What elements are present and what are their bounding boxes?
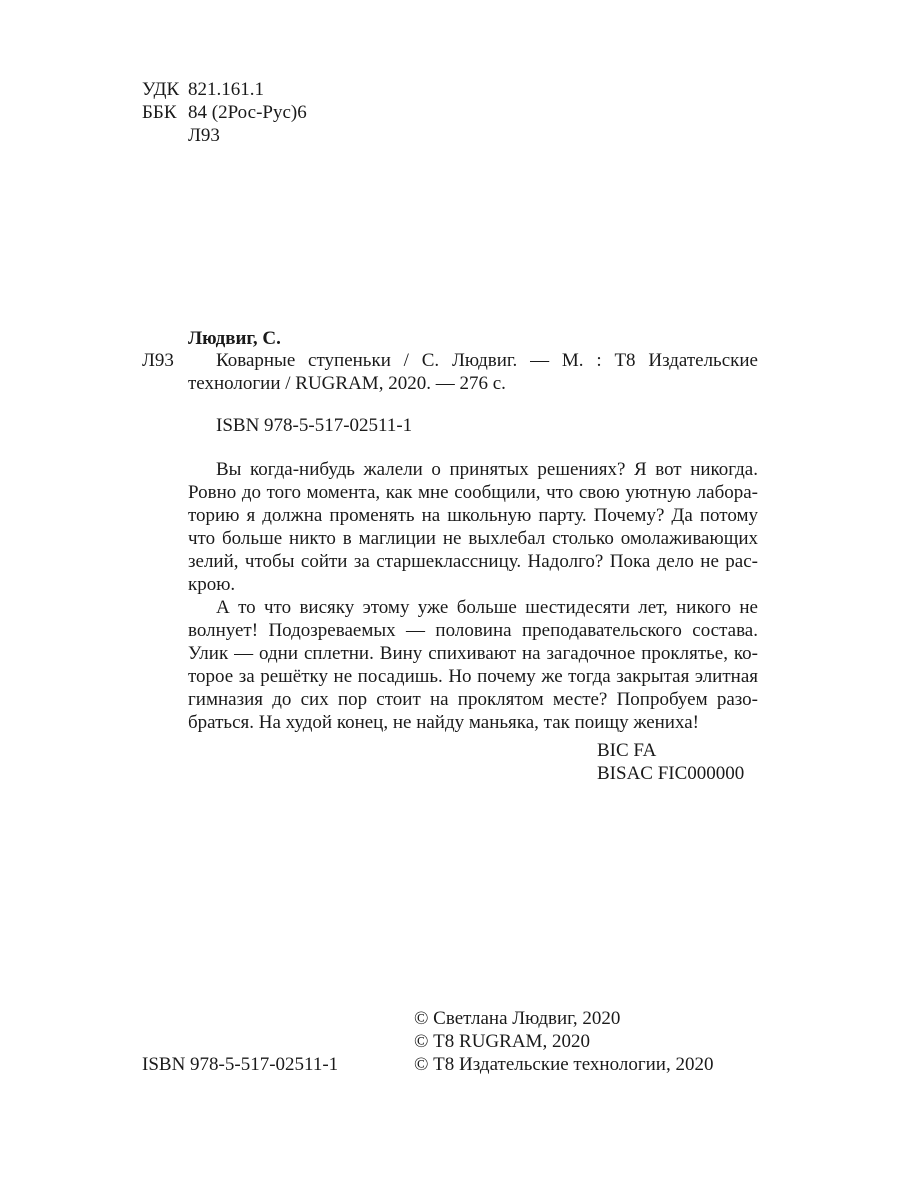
author-code: Л93 (142, 350, 174, 371)
annotation-line: зелий, чтобы сойти за старшеклассницу. Надолго? Пока дело не рас- (188, 551, 758, 572)
annotation-line: А то что висяку этому уже больше шестидесяти лет, никого не (216, 597, 758, 618)
udk-line (142, 78, 307, 101)
udk-value: 821.161.1 (188, 79, 264, 100)
annotation-line: крою. (188, 574, 236, 595)
annotation-line: торое за решётку не посадишь. Но почему же тогда закрытая элитная (188, 666, 758, 687)
author-code-top: Л93 (188, 125, 220, 146)
bbk-value: 84 (2Рос-Рус)6 (188, 102, 307, 123)
copyright-line-2: © Т8 RUGRAM, 2020 (414, 1031, 590, 1052)
annotation-line: волнует! Подозреваемых — половина преподавательского состава. (188, 620, 758, 641)
bbk-label: ББК (142, 102, 177, 123)
classification-block (142, 78, 307, 147)
annotation (188, 458, 758, 734)
catalog-description (216, 349, 758, 372)
description-line-2: технологии / RUGRAM, 2020. — 276 с. (188, 373, 506, 394)
udk-label: УДК (142, 79, 180, 100)
annotation-line: Вы когда-нибудь жалели о принятых решениях? Я вот никогда. (216, 459, 758, 480)
author-heading: Людвиг, С. (188, 328, 281, 349)
bottom-isbn: ISBN 978-5-517-02511-1 (142, 1054, 339, 1075)
annotation-line: торию я должна променять на школьную парту. Почему? Да потому (188, 505, 758, 526)
copyright-block (414, 1007, 713, 1076)
description-line-1: Коварные ступеньки / С. Людвиг. — М. : Т8 Издательские (216, 350, 758, 371)
author-code-line (142, 124, 307, 147)
annotation-line: браться. На худой конец, не найду маньяка, так поищу жениха! (188, 712, 699, 733)
annotation-line: гимназия до сих пор стоит на проклятом месте? Попробуем разо- (188, 689, 758, 710)
annotation-line: Улик — одни сплетни. Вину спихивают на загадочное проклятье, ко- (188, 643, 758, 664)
copyright-line-1: © Светлана Людвиг, 2020 (414, 1008, 621, 1029)
annotation-line: Ровно до того момента, как мне сообщили, что свою уютную лабора- (188, 482, 758, 503)
annotation-line: что больше никто в маглиции не выхлебал столько омолаживающих (188, 528, 758, 549)
bbk-line (142, 101, 307, 124)
copyright-line-3: © Т8 Издательские технологии, 2020 (414, 1054, 714, 1075)
catalog-isbn: ISBN 978-5-517-02511-1 (216, 415, 413, 436)
bisac-code: BISAC FIC000000 (597, 763, 745, 784)
subject-codes (597, 739, 744, 785)
bic-code: BIC FA (597, 740, 657, 761)
